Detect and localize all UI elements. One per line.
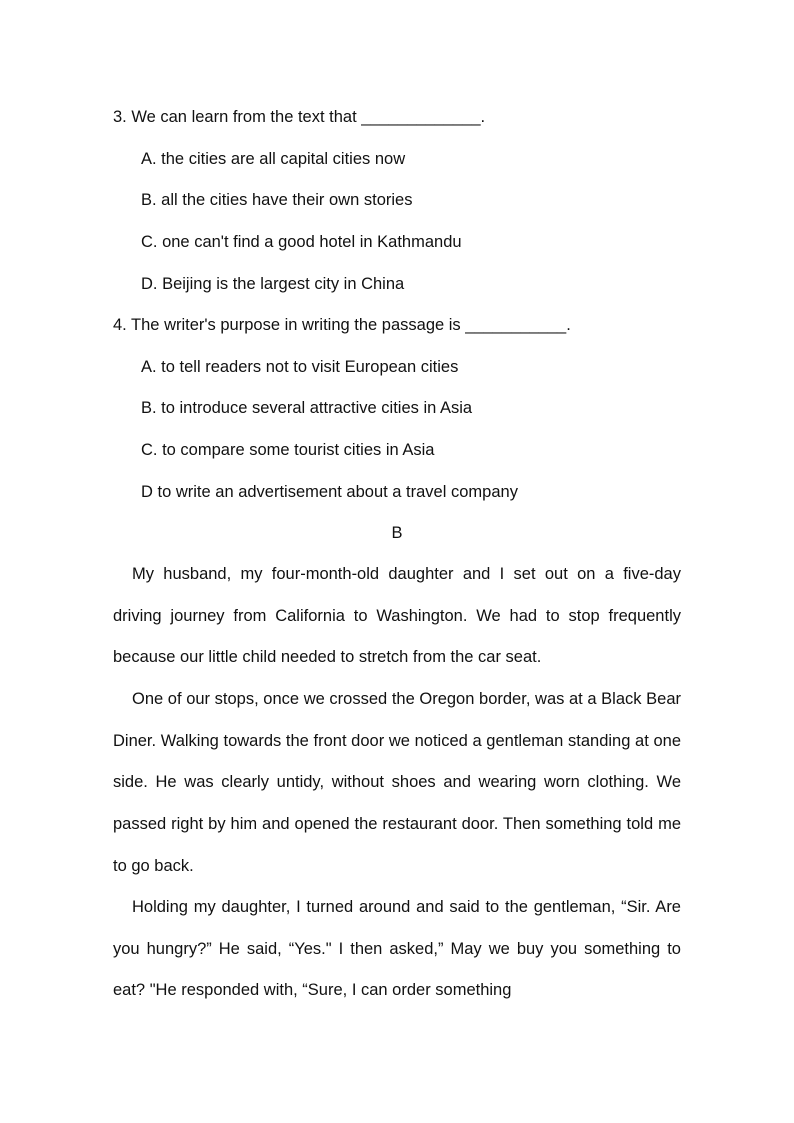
question-4-option-d: D to write an advertisement about a travel company bbox=[141, 483, 518, 501]
question-4-option-c: C. to compare some tourist cities in Asia bbox=[141, 441, 435, 459]
section-heading: B bbox=[391, 524, 403, 542]
question-3-option-b: B. all the cities have their own stories bbox=[141, 191, 413, 209]
question-3-option-a: A. the cities are all capital cities now bbox=[141, 150, 406, 168]
paragraph-2: One of our stops, once we crossed the Oregon border, was at a Black Bear Diner. Walking towards the front door we noticed a gentleman standing at one side. He was clearly untidy, without shoes and wearing worn clothing. We passed right by him and opened the restaurant door. Then something told me to go back. bbox=[113, 690, 681, 875]
paragraph-1: My husband, my four-month-old daughter and I set out on a five-day driving journey from California to Washington. We had to stop frequently because our little child needed to stretch from the car seat. bbox=[113, 565, 681, 667]
question-3-stem: 3. We can learn from the text that _____________. bbox=[113, 108, 486, 126]
question-4-option-b: B. to introduce several attractive cities in Asia bbox=[141, 399, 473, 417]
question-4-option-a: A. to tell readers not to visit European cities bbox=[141, 358, 459, 376]
paragraph-3: Holding my daughter, I turned around and said to the gentleman, “Sir. Are you hungry?” He said, “Yes." I then asked,” May we buy you something to eat? "He responded with, “Sure, I can order something bbox=[113, 898, 681, 1000]
question-3-option-d: D. Beijing is the largest city in China bbox=[141, 275, 405, 293]
question-3-option-c: C. one can't find a good hotel in Kathmandu bbox=[141, 233, 462, 251]
question-4-stem: 4. The writer's purpose in writing the passage is ___________. bbox=[113, 316, 571, 334]
